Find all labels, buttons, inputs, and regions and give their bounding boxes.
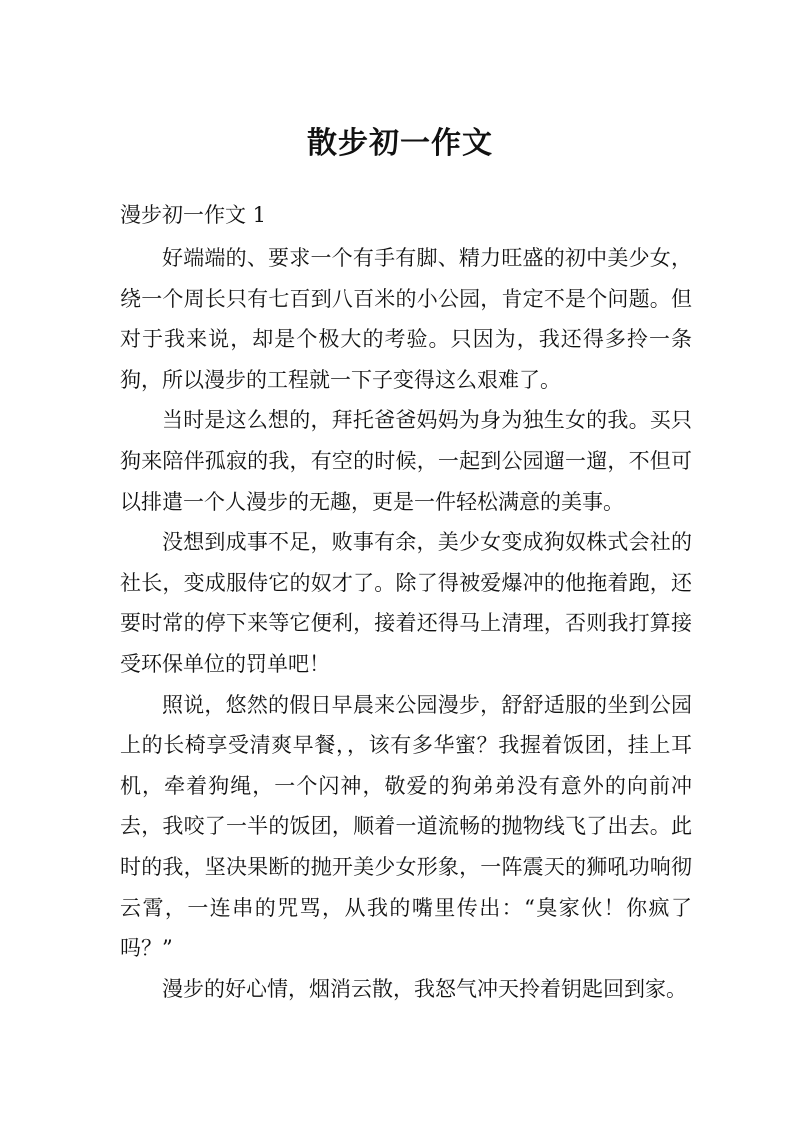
- paragraph-5: 漫步的好心情，烟消云散，我怒气冲天拎着钥匙回到家。: [162, 976, 687, 1001]
- paragraph-3: 没想到成事不足，败事有余，美少女变成狗奴株式会社的社长，变成服侍它的奴才了。除了得被爱爆冲的他拖着跑，还要时常的停下来等它便利，接着还得马上清理，否则我打算接受环保单位的罚单吧！: [120, 530, 692, 676]
- section-heading: 漫步初一作文 1: [120, 203, 267, 227]
- document-title: 散步初一作文: [307, 126, 493, 161]
- paragraph-2: 当时是这么想的，拜托爸爸妈妈为身为独生女的我。买只狗来陪伴孤寂的我，有空的时候，一起到公园遛一遛，不但可以排遣一个人漫步的无趣，更是一件轻松满意的美事。: [120, 408, 692, 514]
- document-body: [120, 238, 692, 1009]
- paragraph-4: 照说，悠然的假日早晨来公园漫步，舒舒适服的坐到公园上的长椅享受清爽早餐，，该有多华蜜？我握着饭团，挂上耳机，牵着狗绳，一个闪神，敬爱的狗弟弟没有意外的向前冲去，我咬了一半的饭团，顺着一道流畅的抛物线飞了出去。此时的我，坚决果断的抛开美少女形象，一阵震天的狮吼功响彻云霄，一连串的咒骂，从我的嘴里传出：“臭家伙！你疯了吗？”: [120, 692, 692, 961]
- paragraph-1: 好端端的、要求一个有手有脚、精力旺盛的初中美少女，绕一个周长只有七百到八百米的小公园，肯定不是个问题。但对于我来说，却是个极大的考验。只因为，我还得多拎一条狗，所以漫步的工程就一下子变得这么艰难了。: [120, 246, 692, 392]
